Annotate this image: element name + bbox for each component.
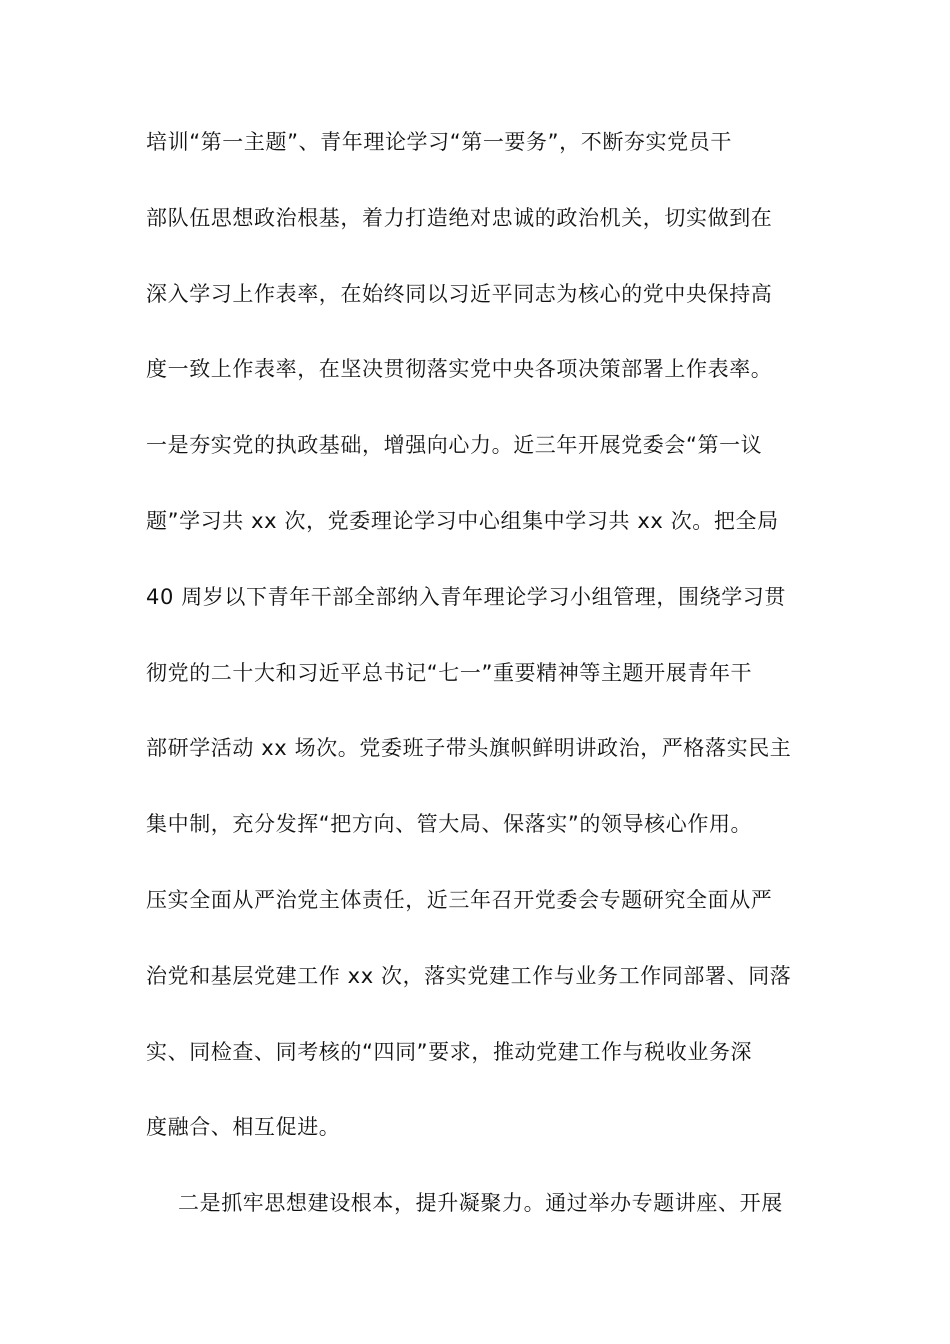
paragraph-start-line: 二是抓牢思想建设根本，提升凝聚力。通过举办专题讲座、开展 bbox=[178, 1191, 783, 1216]
text-line: 一是夯实党的执政基础，增强向心力。近三年开展党委会“第一议 bbox=[146, 433, 763, 458]
text-line: 彻党的二十大和习近平总书记“七一”重要精神等主题开展青年干 bbox=[146, 660, 753, 685]
body-text bbox=[146, 120, 806, 1257]
text-line: 集中制，充分发挥“把方向、管大局、保落实”的领导核心作用。 bbox=[146, 812, 753, 837]
text-line: 部研学活动 xx 场次。党委班子带头旗帜鲜明讲政治，严格落实民主 bbox=[146, 736, 792, 761]
text-line: 压实全面从严治党主体责任，近三年召开党委会专题研究全面从严 bbox=[146, 887, 773, 912]
text-line: 深入学习上作表率，在始终同以习近平同志为核心的党中央保持高 bbox=[146, 281, 773, 306]
text-line: 治党和基层党建工作 xx 次，落实党建工作与业务工作同部署、同落 bbox=[146, 963, 792, 988]
text-line: 实、同检查、同考核的“四同”要求，推动党建工作与税收业务深 bbox=[146, 1039, 753, 1064]
text-line: 培训“第一主题”、青年理论学习“第一要务”，不断夯实党员干 bbox=[146, 130, 732, 154]
text-line: 部队伍思想政治根基，着力打造绝对忠诚的政治机关，切实做到在 bbox=[146, 205, 773, 230]
text-line: 40 周岁以下青年干部全部纳入青年理论学习小组管理，围绕学习贯 bbox=[146, 584, 786, 609]
text-line: 题”学习共 xx 次，党委理论学习中心组集中学习共 xx 次。把全局 bbox=[146, 508, 779, 533]
text-line: 度融合、相互促进。 bbox=[146, 1115, 341, 1140]
text-line: 度一致上作表率，在坚决贯彻落实党中央各项决策部署上作表率。 bbox=[146, 357, 773, 382]
